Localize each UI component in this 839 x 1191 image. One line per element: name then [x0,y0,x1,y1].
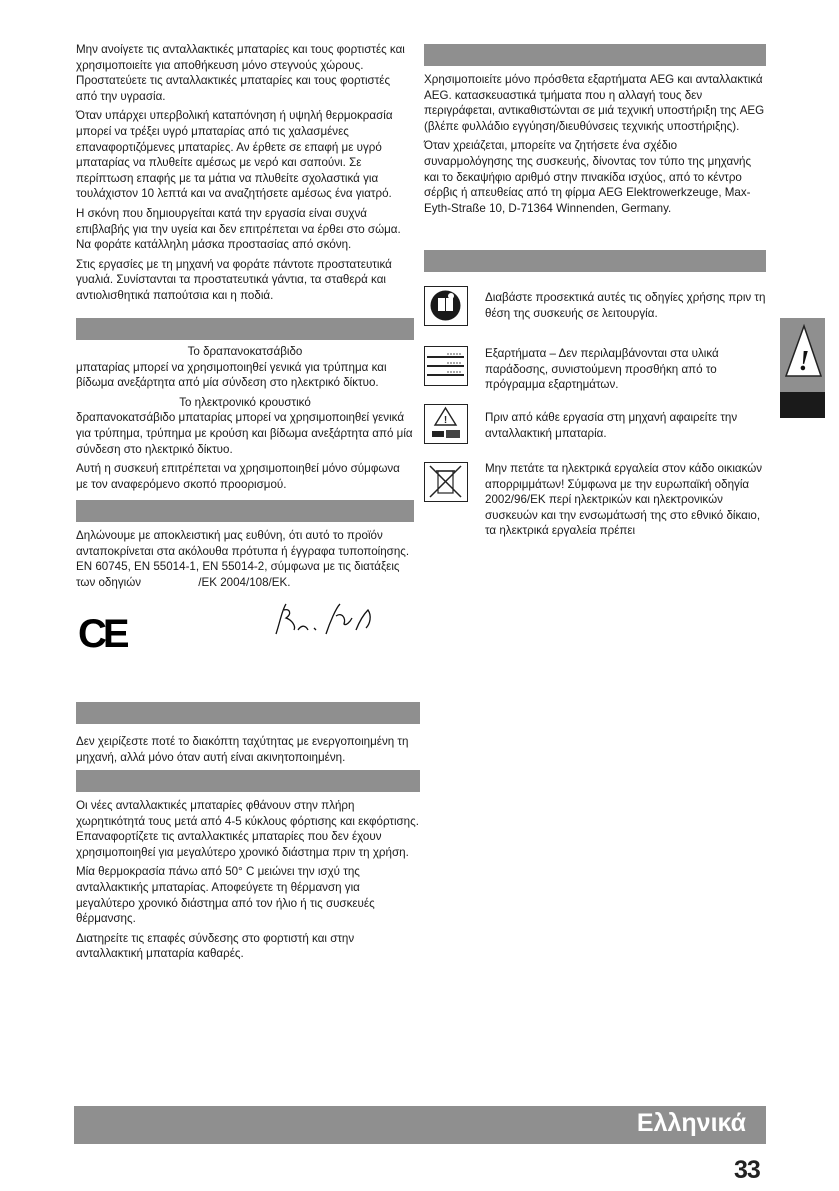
page-number: 33 [734,1156,760,1184]
paragraph: μπαταρίας μπορεί να χρησιμοποιηθεί γενικά για τρύπημα και βίδωμα ανεξάρτητα από μία σύνδεση στο ηλεκτρικό δίκτυο. [76,360,387,390]
paragraph: Η σκόνη που δημιουργείται κατά την εργασία είναι συχνά επιβλαβής για την υγεία και δεν επιτρέπεται να έρθει στο σώμα. Να φοράτε κατάλληλη μάσκα προστασίας από σκόνη. [76,206,401,252]
conformity-text: Δηλώνουμε με αποκλειστική μας ευθύνη, ότι αυτό το προϊόν ανταποκρίνεται στα ακόλουθα πρότυπα ή έγγραφα τυποποίησης. EN 60745, EN 55014-1, EN 55014-2, σύμφωνα με τις διατάξεις των οδηγιών [76,529,410,589]
read-manual-icon [424,286,468,326]
ce-mark: CE [78,612,126,656]
impact-label: Το ηλεκτρονικό κρουστικό [179,395,311,409]
symbol-text: Εξαρτήματα – Δεν περιλαμβάνονται στα υλικά παράδοσης, συνιστούμενη προσθήκη από το πρόγραμμα εξαρτημάτων. [485,347,719,392]
paragraph: Μία θερμοκρασία πάνω από 50° C μειώνει την ισχύ της ανταλλακτικής μπαταρίας. Αποφεύγετε τη θέρμανση για μεγαλύτερο χρονικό διάστημα από τον ήλιο ή τις συσκευές θέρμανσης. [76,865,375,926]
symbol-text: Πριν από κάθε εργασία στη μηχανή αφαιρείτε την ανταλλακτική μπαταρία. [485,411,738,440]
section-header-bar [76,318,414,340]
section-header-bar [424,44,766,66]
paragraph: Όταν υπάρχει υπερβολική καταπόνηση ή υψηλή θερμοκρασία μπορεί να τρέξει υγρό μπαταρίας από τις χαλασμένες επαναφορτιζόμενες μπαταρίες. Αν έρθετε σε επαφή με υγρό μπαταρίας να πλυθείτε αμέσως με νερό και σαπούνι. Σε περίπτωση επαφής με τα μάτια να πλυθείτε σχολαστικά για τουλάχιστον 10 λεπτά και να αναζητήσετε αμέσως ένα γιατρό. [76,109,393,201]
paragraph: Μην ανοίγετε τις ανταλλακτικές μπαταρίες και τους φορτιστές και χρησιμοποιείτε για αποθήκευση μόνο στεγνούς χώρους. Προστατεύετε τις ανταλλακτικές μπαταρίες και τους φορτιστές από την υγρασία. [76,43,405,103]
battery-care-section [76,798,420,966]
warning-symbol: ! [798,346,810,377]
signature [272,600,382,640]
symbol-text: Διαβάστε προσεκτικά αυτές τις οδηγίες χρήσης πριν τη θέση της συσκευής σε λειτουργία. [485,291,766,320]
section-header-bar [424,250,766,272]
section-header-bar [76,702,420,724]
language-label: Ελληνικά [636,1109,746,1137]
footer-language-bar [74,1106,766,1144]
conformity-section [76,528,414,590]
paragraph: δραπανοκατσάβιδο μπαταρίας μπορεί να χρησιμοποιηθεί γενικά για τρύπημα, τρύπημα με κρούση και βίδωμα ανεξάρτητα από μία σύνδεση στο ηλεκτρικό δίκτυο. [76,411,413,456]
section-header-bar [76,500,414,522]
warning-side-tab [780,318,825,418]
paragraph: Δεν χειρίζεστε ποτέ το διακόπτη ταχύτητας με ενεργοποιημένη τη μηχανή, αλλά μόνο όταν αυτή είναι ακινητοποιημένη. [76,735,409,764]
warning-triangle-icon [780,318,825,392]
paragraph: Οι νέες ανταλλακτικές μπαταρίες φθάνουν στην πλήρη χωρητικότητά τους μετά από 4-5 κύκλους φόρτισης και εκφόρτισης. Επαναφορτίζετε τις ανταλλακτικές μπαταρίες που δεν έχουν χρησιμοποιηθεί για μεγαλύτερο χρονικό διάστημα πριν τη χρήση. [76,799,419,859]
maintenance-section [424,72,766,220]
weee-bin-icon [424,462,468,502]
intended-use-section [76,344,414,496]
battery-safety-section [76,42,414,308]
paragraph: Στις εργασίες με τη μηχανή να φοράτε πάντοτε προστατευτικά γυαλιά. Συνίστανται τα προστατευτικά γάντια, τα σταθερά και αντιολισθητικά παπούτσια και η ποδιά. [76,257,392,302]
svg-text:!: ! [443,415,448,426]
paragraph: Όταν χρειάζεται, μπορείτε να ζητήσετε ένα σχέδιο συναρμολόγησης της συσκευής, δίνοντας τον τύπο της μηχανής και το δεκαψήφιο αριθμό στην πινακίδα ισχύος, από το κέντρο σέρβις ή απευθείας από τη φίρμα AEG Elektrowerkzeuge, Max-Eyth-Straße 10, D-71364 Winnenden, Germany. [424,139,752,215]
paragraph: Διατηρείτε τις επαφές σύνδεσης στο φορτιστή και στην ανταλλακτική μπαταρία καθαρές. [76,931,355,961]
accessories-icon [424,346,468,386]
section-header-bar [76,770,420,792]
symbol-text: Μην πετάτε τα ηλεκτρικά εργαλεία στον κάδο οικιακών απορριμμάτων! Σύμφωνα με την ευρωπαϊκή οδηγία 2002/96/ΕΚ περί ηλεκτρικών και ηλεκτρονικών συσκευών και την ενσωμάτωσή της στο εθνικό δίκαιο, τα ηλεκτρικά εργαλεία πρέπει [485,462,763,538]
directive-text: /EK 2004/108/EK. [198,575,291,589]
paragraph: Αυτή η συσκευή επιτρέπεται να χρησιμοποιηθεί μόνο σύμφωνα με τον αναφερόμενο σκοπό προορισμού. [76,462,400,491]
drill-label: Το δραπανοκατσάβιδο [187,345,303,358]
remove-battery-icon [424,404,468,444]
paragraph: Χρησιμοποιείτε μόνο πρόσθετα εξαρτήματα AEG και ανταλλακτικά AEG. κατασκευαστικά τμήματα που η αλλαγή τους δεν περιγράφεται, αντικαθιστώνται σε μιά τεχνική υποστήριξη της AEG (βλέπε φυλλάδιο εγγύηση/διευθύνσεις τεχνικής υποστήριξης). [424,73,765,133]
operation-section [76,734,420,769]
